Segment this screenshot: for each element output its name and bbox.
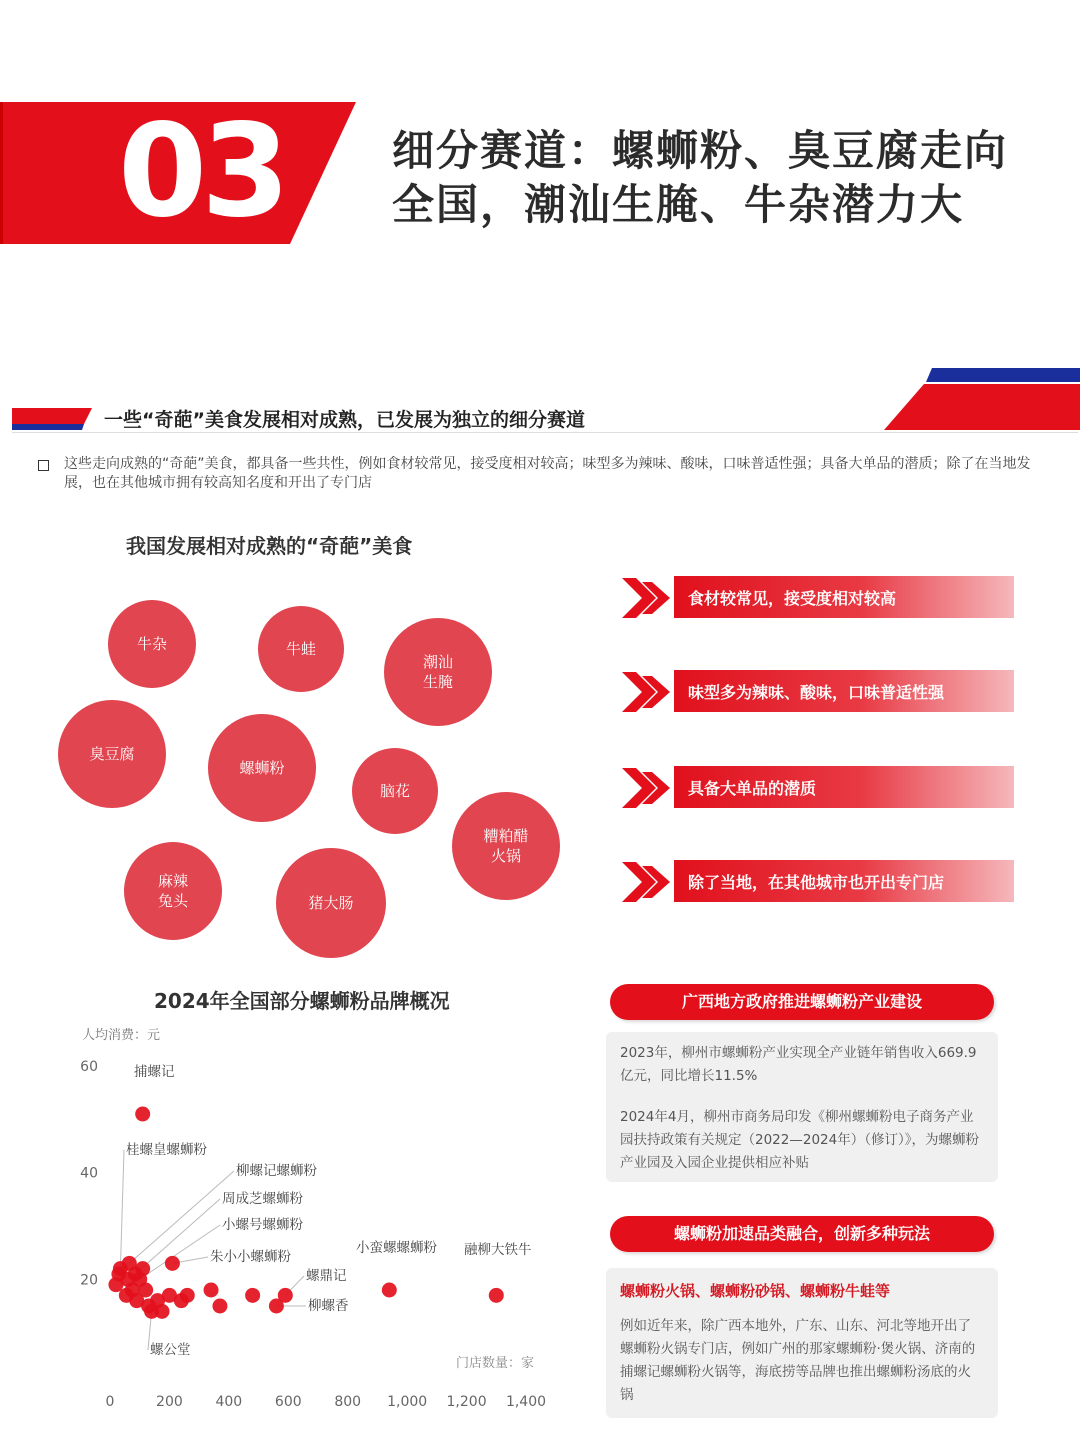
section-left-stripe	[12, 404, 92, 430]
scatter-point	[135, 1107, 150, 1122]
bubble-label: 麻辣 兔头	[157, 872, 188, 910]
x-tick-label: 1,400	[505, 1394, 547, 1410]
feature-banner-4	[622, 860, 1014, 904]
bubble-chart-title: 我国发展相对成熟的“奇葩”美食	[126, 534, 413, 558]
section-divider	[12, 432, 1078, 433]
scatter-point	[138, 1283, 153, 1298]
feature-banner-2	[622, 670, 1014, 714]
page-title	[392, 124, 1052, 232]
double-chevron-icon	[622, 768, 672, 808]
page-title-line1: 细分赛道：螺蛳粉、臭豆腐走向	[392, 126, 1009, 175]
y-tick-label: 60	[80, 1059, 98, 1075]
scatter-point	[180, 1288, 195, 1303]
bubble-naohua	[352, 748, 438, 834]
scatter-point	[135, 1261, 150, 1276]
x-tick-label: 1,200	[446, 1394, 487, 1410]
feature-text: 具备大单品的潜质	[688, 779, 817, 798]
panel2-paragraph: 例如近年来，除广西本地外，广东、山东、河北等地开出了螺蛳粉火锅专门店，例如广州的那家螺蛳粉·煲火锅、济南的捕螺记螺蛳粉火锅等，海底捞等品牌也推出螺蛳粉汤底的火锅	[620, 1318, 976, 1403]
point-label: 小蛮螺螺蛳粉	[356, 1240, 437, 1256]
panel2-title: 螺蛳粉加速品类融合，创新多种玩法	[610, 1216, 994, 1252]
scatter-point	[489, 1288, 504, 1303]
bubble-niuza	[108, 600, 196, 688]
scatter-plot	[0, 1040, 600, 1420]
scatter-point	[165, 1256, 180, 1271]
feature-text: 食材较常见，接受度相对较高	[688, 589, 897, 608]
y-tick-label: 40	[80, 1165, 98, 1182]
point-label: 螺公堂	[150, 1342, 191, 1358]
page-title-line2: 全国，潮汕生腌、牛杂潜力大	[392, 180, 965, 229]
section-number: 03	[118, 97, 285, 246]
point-label: 柳螺记螺蛳粉	[236, 1163, 317, 1179]
point-label: 周成芝螺蛳粉	[222, 1191, 303, 1207]
panel2-subheading: 螺蛳粉火锅、螺蛳粉砂锅、螺蛳粉牛蛙等	[620, 1282, 891, 1300]
bubble-label: 牛蛙	[285, 640, 316, 658]
scatter-chart-title: 2024年全国部分螺蛳粉品牌概况	[154, 989, 450, 1013]
scatter-point	[212, 1299, 227, 1314]
bubble-niuwa	[258, 606, 344, 692]
x-tick-label: 600	[274, 1394, 302, 1410]
bubble-choudoufu	[58, 700, 166, 808]
point-label: 小螺号螺蛳粉	[222, 1217, 303, 1233]
feature-text: 味型多为辣味、酸味，口味普适性强	[688, 683, 945, 702]
feature-banner-3	[622, 766, 1014, 810]
scatter-point	[245, 1288, 260, 1303]
bubble-label: 脑花	[379, 782, 410, 800]
x-tick-label: 200	[156, 1394, 183, 1410]
bubble-label: 臭豆腐	[89, 745, 135, 763]
bubble-zhudachang	[276, 848, 386, 958]
bubble-chaoshan-shengyan	[384, 618, 492, 726]
x-tick-label: 400	[215, 1394, 243, 1410]
feature-banner-1	[622, 576, 1014, 620]
scatter-point	[382, 1283, 397, 1298]
bullet-square-icon	[38, 460, 49, 471]
scatter-point	[204, 1283, 219, 1298]
bubble-luosifen	[208, 714, 316, 822]
double-chevron-icon	[622, 578, 672, 618]
panel1-title: 广西地方政府推进螺蛳粉产业建设	[610, 984, 994, 1020]
section-title: 一些“奇葩”美食发展相对成熟，已发展为独立的细分赛道	[104, 409, 585, 431]
panel1-paragraph-2: 2024年4月，柳州市商务局印发《柳州螺蛳粉电子商务产业园扶持政策有关规定（2022—2024年）（修订）》，为螺蛳粉产业园及入园企业提供相应补贴	[620, 1109, 979, 1171]
scatter-point	[269, 1299, 284, 1314]
feature-text: 除了当地，在其他城市也开出专门店	[688, 873, 945, 892]
panel2-body	[606, 1268, 998, 1418]
bubble-label: 糟粕醋 火锅	[483, 827, 529, 865]
x-tick-label: 800	[334, 1394, 362, 1410]
section-right-stripe	[884, 368, 1080, 430]
x-tick-label: 1,000	[387, 1394, 428, 1410]
point-label: 融柳大铁牛	[464, 1242, 532, 1258]
panel1-paragraph-1: 2023年，柳州市螺蛳粉产业实现全产业链年销售收入669.9亿元，同比增长11.5%	[620, 1045, 977, 1084]
bubble-label: 螺蛳粉	[239, 759, 285, 777]
panel1-body	[606, 1032, 998, 1182]
bubble-zaopocu-huoguo	[452, 792, 560, 900]
bubble-label: 牛杂	[136, 635, 167, 653]
point-label: 柳螺香	[308, 1298, 349, 1314]
section-summary: 这些走向成熟的“奇葩”美食，都具备一些共性，例如食材较常见，接受度相对较高；味型多为辣味、酸味，口味普适性强；具备大单品的潜质；除了在当地发展，也在其他城市拥有较高知名度和开出了专门店	[64, 456, 1031, 491]
point-label: 螺鼎记	[306, 1268, 347, 1284]
x-axis-label: 门店数量：家	[456, 1356, 535, 1371]
point-label: 捕螺记	[134, 1064, 175, 1080]
bubble-label: 潮汕 生腌	[422, 653, 453, 691]
scatter-point	[120, 1272, 135, 1287]
leader-line	[140, 1225, 220, 1279]
x-tick-label: 0	[105, 1394, 115, 1410]
y-tick-label: 20	[80, 1272, 98, 1289]
y-axis-label: 人均消费：元	[82, 1028, 161, 1043]
double-chevron-icon	[622, 672, 672, 712]
scatter-point	[155, 1304, 170, 1319]
bubble-label: 猪大肠	[308, 894, 354, 912]
bubble-mala-tutou	[124, 842, 222, 940]
double-chevron-icon	[622, 862, 672, 902]
point-label: 桂螺皇螺蛳粉	[126, 1142, 207, 1158]
point-label: 朱小小螺蛳粉	[210, 1249, 291, 1265]
leader-line	[120, 1150, 124, 1269]
